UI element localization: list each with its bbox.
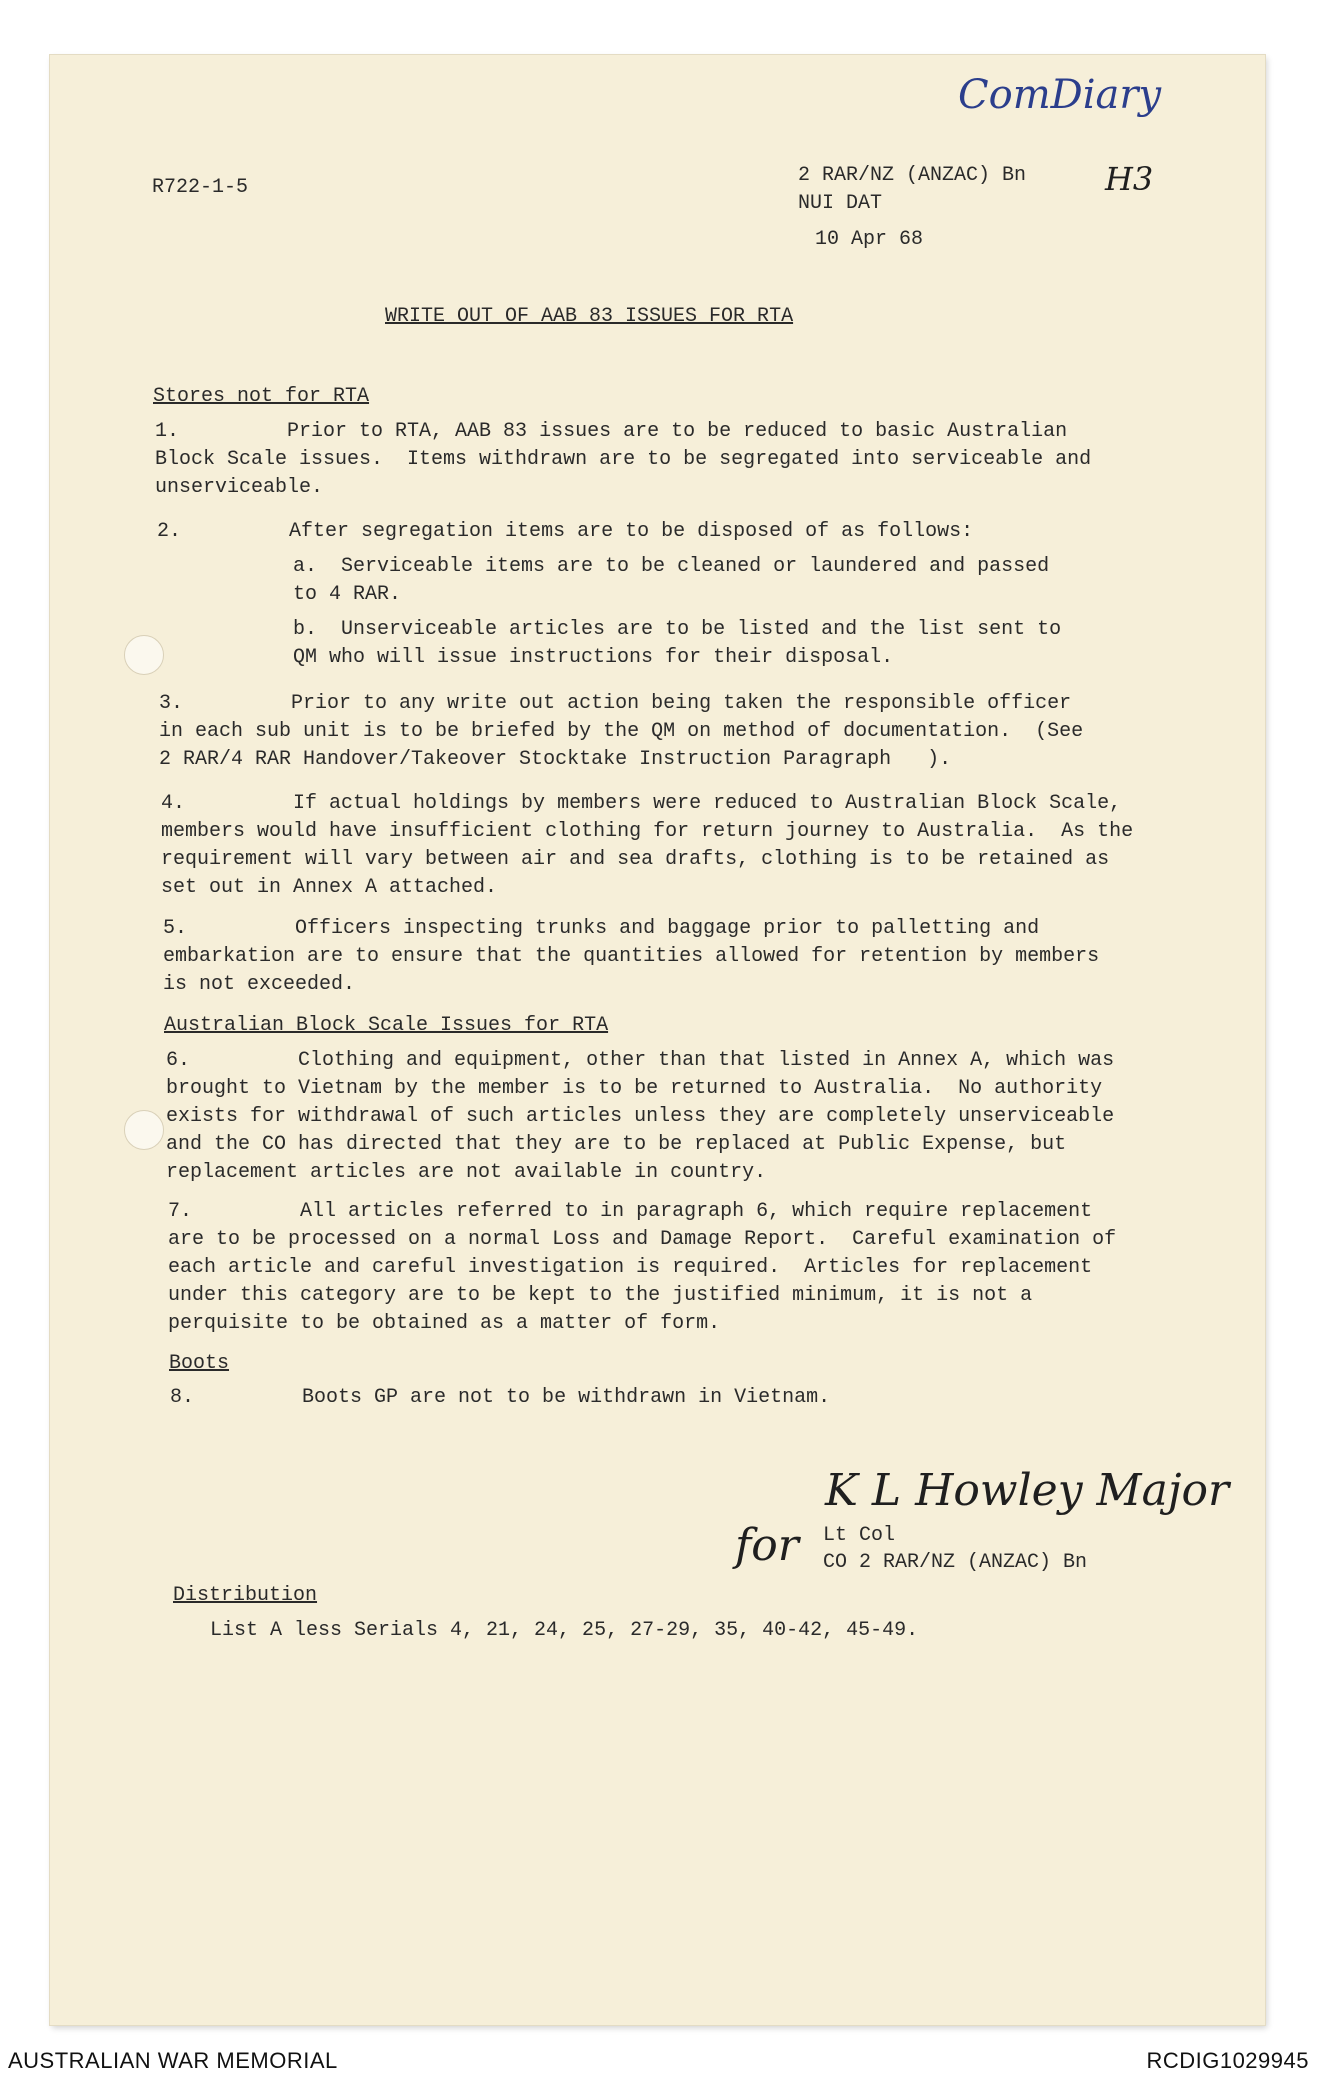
paragraph-7: 7. All articles referred to in paragraph 6, which require replacement are to be processed on a normal Loss and Damage Report. Careful examination of each article and careful investigation is required. Articles for replacement under this category are to be kept to the justified minimum, it is not a perquisite to be obtained as a matter of form. <box>168 1200 1117 1335</box>
unit-line-2: NUI DAT <box>798 192 883 215</box>
paragraph-3: 3. Prior to any write out action being taken the responsible officer in each sub unit is to be briefed by the QM on method of documentation. (See 2 RAR/4 RAR Handover/Takeover Stocktake Instruction Paragraph ). <box>159 692 1084 771</box>
paragraph-4: 4. If actual holdings by members were reduced to Australian Block Scale, members would have insufficient clothing for return journey to Australia. As the requirement will vary between air and sea drafts, clothing is to be retained as set out in Annex A attached. <box>161 792 1134 899</box>
document-title: WRITE OUT OF AAB 83 ISSUES FOR RTA <box>385 305 794 328</box>
heading-distribution: Distribution <box>173 1584 318 1607</box>
paragraph-2: 2. After segregation items are to be disposed of as follows: <box>157 520 974 543</box>
signatory-unit: CO 2 RAR/NZ (ANZAC) Bn <box>823 1551 1088 1574</box>
unit-line-1: 2 RAR/NZ (ANZAC) Bn <box>798 164 1027 187</box>
heading-australian-block-scale: Australian Block Scale Issues for RTA <box>164 1014 609 1037</box>
footer-archive-name: AUSTRALIAN WAR MEMORIAL <box>8 2048 338 2073</box>
annotation-company-diary: ComDiary <box>958 72 1162 118</box>
signature: K L Howley Major <box>825 1465 1229 1516</box>
paragraph-2a: a. Serviceable items are to be cleaned or laundered and passed to 4 RAR. <box>293 555 1050 606</box>
punch-hole-bottom <box>124 1110 164 1150</box>
signature-for: for <box>735 1520 799 1571</box>
heading-stores-not-for-rta: Stores not for RTA <box>153 385 370 408</box>
paragraph-8: 8. Boots GP are not to be withdrawn in Vietnam. <box>170 1386 831 1409</box>
heading-boots: Boots <box>169 1352 230 1375</box>
paragraph-6: 6. Clothing and equipment, other than that listed in Annex A, which was brought to Vietnam by the member is to be returned to Australia. No authority exists for withdrawal of such articles unless they are completely unserviceable and the CO has directed that they are to be replaced at Public Expense, but replacement articles are not available in country. <box>166 1049 1115 1184</box>
punch-hole-top <box>124 635 164 675</box>
paragraph-1: 1. Prior to RTA, AAB 83 issues are to be reduced to basic Australian Block Scale issues. Items withdrawn are to be segregated into serviceable and unserviceable. <box>155 420 1092 499</box>
annotation-folio: H3 <box>1105 160 1154 198</box>
reference-number: R722-1-5 <box>152 176 249 199</box>
document-sheet <box>50 55 1265 2025</box>
signatory-rank: Lt Col <box>823 1524 896 1547</box>
paragraph-5: 5. Officers inspecting trunks and baggage prior to palletting and embarkation are to ensure that the quantities allowed for retention by members is not exceeded. <box>163 917 1100 996</box>
footer-record-id: RCDIG1029945 <box>1146 2048 1309 2073</box>
document-date: 10 Apr 68 <box>815 228 924 251</box>
distribution-list: List A less Serials 4, 21, 24, 25, 27-29, 35, 40-42, 45-49. <box>210 1619 919 1642</box>
paragraph-2b: b. Unserviceable articles are to be listed and the list sent to QM who will issue instructions for their disposal. <box>293 618 1062 669</box>
